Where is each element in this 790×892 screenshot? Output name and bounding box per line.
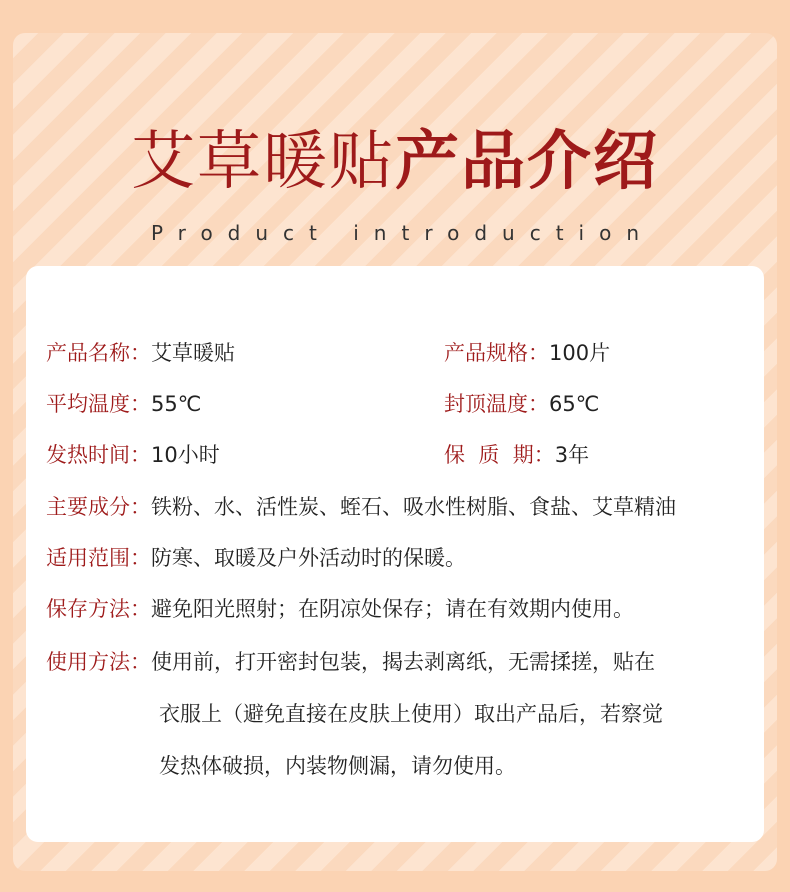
spec-value: 艾草暖贴 (151, 341, 235, 365)
detail-label: 主要成分： (46, 495, 151, 519)
spec-value: 3年 (554, 443, 590, 467)
spec-label: 产品规格： (444, 341, 549, 365)
detail-row-usage (46, 648, 655, 676)
detail-row-storage (46, 595, 634, 623)
detail-value: 铁粉、水、活性炭、蛭石、吸水性树脂、食盐、艾草精油 (151, 495, 676, 519)
spec-value: 55℃ (151, 392, 202, 416)
usage-continued-line: 发热体破损，内装物侧漏，请勿使用。 (159, 754, 516, 778)
page-subtitle: Product introduction (150, 221, 655, 245)
spec-label: 产品名称： (46, 341, 151, 365)
detail-value: 避免阳光照射；在阴凉处保存；请在有效期内使用。 (151, 597, 634, 621)
spec-row-heat-time (46, 441, 220, 469)
spec-value: 100片 (549, 341, 611, 365)
detail-value: 防寒、取暖及户外活动时的保暖。 (151, 546, 466, 570)
detail-row-ingredients (46, 493, 676, 521)
spec-row-shelf-life (444, 441, 589, 469)
spec-label: 封顶温度： (444, 392, 549, 416)
page-title (0, 122, 790, 202)
detail-label: 适用范围： (46, 546, 151, 570)
title-light: 艾草暖贴 (131, 125, 395, 199)
spec-label: 平均温度： (46, 392, 151, 416)
spec-value: 65℃ (549, 392, 600, 416)
spec-row-name (46, 339, 235, 367)
spec-row-avg-temp (46, 390, 201, 418)
spec-value: 10小时 (151, 443, 220, 467)
title-bold: 产品介绍 (395, 125, 659, 199)
spec-label: 保 质 期： (444, 443, 555, 467)
detail-row-scope (46, 544, 466, 572)
detail-value: 使用前，打开密封包装，揭去剥离纸，无需揉搓，贴在 (151, 650, 655, 674)
spec-row-max-temp (444, 390, 599, 418)
detail-label: 使用方法： (46, 650, 151, 674)
spec-label: 发热时间： (46, 443, 151, 467)
detail-label: 保存方法： (46, 597, 151, 621)
usage-continued-line: 衣服上（避免直接在皮肤上使用）取出产品后，若察觉 (159, 702, 663, 726)
spec-row-size (444, 339, 610, 367)
